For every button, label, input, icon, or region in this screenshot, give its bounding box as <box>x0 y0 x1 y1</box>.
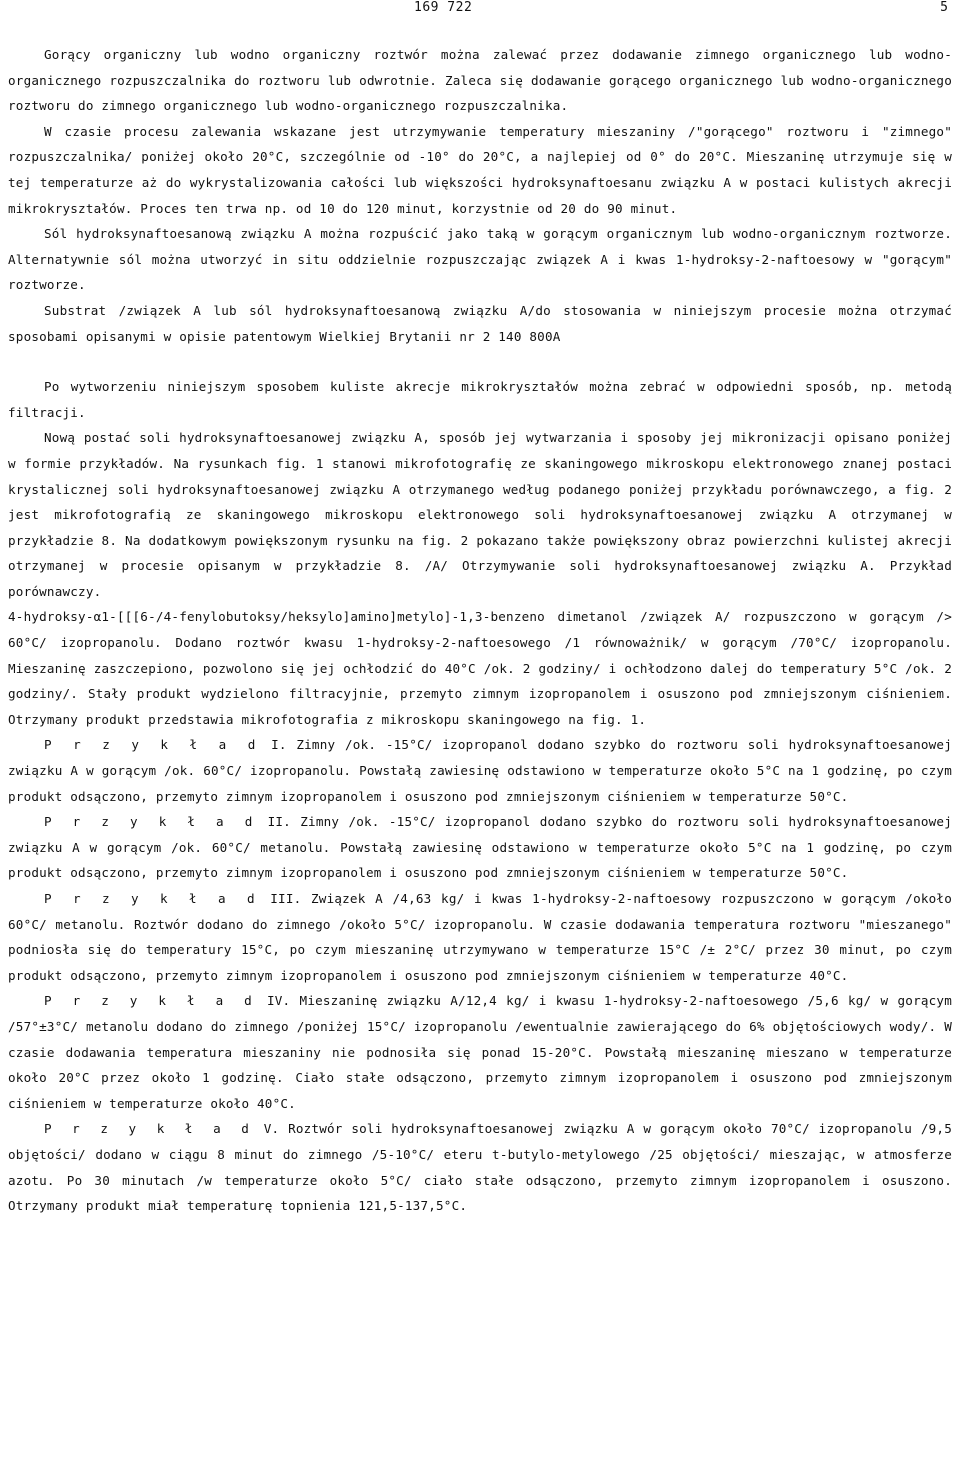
patent-number: 169 722 <box>414 0 473 15</box>
example-text: I. Zimny /ok. -15°C/ izopropanol dodano szybko do roztworu soli hydroksynaftoesanowej związku A w gorącym /ok. 60°C/ izopropanolu. Powstałą zawiesinę odstawiono w temperaturze około 5°C na 1 godzinę, po czym produkt odsączono, przemyto zimnym izopropanolem i osuszono pod zmniejszonym ciśnieniem w temperaturze 50°C. <box>8 737 952 804</box>
paragraph: W czasie procesu zalewania wskazane jest utrzymywanie temperatury mieszaniny /"gorącego" roztworu i "zimnego" rozpuszczalnika/ poniżej około 20°C, szczególnie od -10° do 20°C, a najlepiej od 0° do 20°C. Mieszaninę utrzymuje się w tej temperaturze aż do wykrystalizowania całości lub większości hydroksynaftoesanu związku A w postaci kulistych akrecji mikrokryształów. Proces ten trwa np. od 10 do 120 minut, korzystnie od 20 do 90 minut. <box>8 123 952 216</box>
paragraph: Substrat /związek A lub sól hydroksynaftoesanową związku A/do stosowania w niniejszym procesie można otrzymać sposobami opisanymi w opisie patentowym Wielkiej Brytanii nr 2 140 800A <box>8 302 952 344</box>
example-label: P r z y k ł a d <box>44 891 261 906</box>
page-header <box>0 0 960 20</box>
example-paragraph <box>8 988 952 1116</box>
example-paragraph <box>8 732 952 809</box>
document-body <box>8 42 952 1219</box>
example-label: P r z y k ł a d <box>44 814 259 830</box>
example-text: II. Zimny /ok. -15°C/ izopropanol dodano szybko do roztworu soli hydroksynaftoesanowej związku A w gorącym /ok. 60°C/ metanolu. Powstałą zawiesinę odstawiono w temperaturze około 5°C na 1 godzinę, po czym produkt odsączono, przemyto zimnym izopropanolem i osuszono pod zmniejszonym ciśnieniem w temperaturze 50°C. <box>8 814 952 881</box>
example-paragraph <box>8 1116 952 1218</box>
paragraph: Gorący organiczny lub wodno organiczny roztwór można zalewać przez dodawanie zimnego organicznego lub wodno-organicznego rozpuszczalnika do roztworu lub odwrotnie. Zaleca się dodawanie gorącego organicznego lub wodno-organicznego roztworu do zimnego organicznego lub wodno-organicznego rozpuszczalnika. <box>8 47 952 114</box>
example-text: V. Roztwór soli hydroksynaftoesanowej związku A w gorącym około 70°C/ izopropanolu /9,5 objętości/ dodano w ciągu 8 minut do zimnego /5-10°C/ eteru t-butylo-metylowego /25 objętości/ mieszając, w atmosferze azotu. Po 30 minutach /w temperaturze około 5°C/ ciało stałe odsączono, przemyto zimnym izopropanolem i osuszono. Otrzymany produkt miał temperaturę topnienia 121,5-137,5°C. <box>8 1121 952 1214</box>
paragraph: Po wytworzeniu niniejszym sposobem kuliste akrecje mikrokryształów można zebrać w odpowiedni sposób, np. metodą filtracji. <box>8 379 952 420</box>
page-number: 5 <box>940 0 948 15</box>
example-label: P r z y k ł a d <box>44 737 262 753</box>
paragraph: Nową postać soli hydroksynaftoesanowej związku A, sposób jej wytwarzania i sposoby jej mikronizacji opisano poniżej w formie przykładów. Na rysunkach fig. 1 stanowi mikrofotografię ze skaningowego mikroskopu elektronowego znanej postaci krystalicznej soli hydroksynaftoesanowej związku A otrzymanego według podanego poniżej przykładu porównawczego, a fig. 2 jest mikrofotografią ze skaningowego mikroskopu elektronowego soli hydroksynaftoesanowej związku A otrzymanej w przykładzie 8. Na dodatkowym powiększonym rysunku na fig. 2 pokazano także powiększony obraz powierzchni kulistej akrecji otrzymanej w procesie opisanym w przykładzie 8. /A/ Otrzymywanie soli hydroksynaftoesanowej związku A. Przykład porównawczy. <box>8 430 952 599</box>
example-text: III. Związek A /4,63 kg/ i kwas 1-hydroksy-2-naftoesowy rozpuszczono w gorącym /około 60°C/ metanolu. Roztwór dodano do zimnego /około 5°C/ izopropanolu. W czasie dodawania temperatura roztworu "mieszanego" podniosła się do temperatury 15°C, po czym mieszaninę utrzymywano w temperaturze 15°C /± 2°C/ przez 30 minut, po czym produkt odsączono, przemyto zimnym izopropanolem i osuszono pod zmniejszonym ciśnieniem w temperaturze 40°C. <box>8 891 952 983</box>
paragraph: Sól hydroksynaftoesanową związku A można rozpuścić jako taką w gorącym organicznym lub wodno-organicznym roztworze. Alternatywnie sól można utworzyć in situ oddzielnie rozpuszczając związek A i kwas 1-hydroksy-2-naftoesowy w "gorącym" roztworze. <box>8 226 952 293</box>
paragraph: 4-hydroksy-α1-[[[6-/4-fenylobutoksy/heksylo]amino]metylo]-1,3-benzeno dimetanol /związek A/ rozpuszczono w gorącym /> 60°C/ izopropanolu. Dodano roztwór kwasu 1-hydroksy-2-naftoesowego /1 równoważnik/ w gorącym /70°C/ izopropanolu. Mieszaninę zaszczepiono, pozwolono się jej ochłodzić do 40°C /ok. 2 godziny/ i ochłodzono dalej do temperatury 5°C /ok. 2 godziny/. Stały produkt wydzielono filtracyjnie, przemyto zimnym izopropanolem i osuszono pod zmniejszonym ciśnieniem. Otrzymany produkt przedstawia mikrofotografia z mikroskopu skaningowego na fig. 1. <box>8 609 952 727</box>
example-label: P r z y k ł a d <box>44 993 258 1009</box>
example-paragraph <box>8 886 952 988</box>
example-paragraph <box>8 809 952 886</box>
example-label: P r z y k ł a d <box>44 1121 255 1137</box>
example-text: IV. Mieszaninę związku A/12,4 kg/ i kwasu 1-hydroksy-2-naftoesowego /5,6 kg/ w gorącym /57°±3°C/ metanolu dodano do zimnego /poniżej 15°C/ izopropanolu /ewentualnie zawierającego do 6% objętościowych wody/. W czasie dodawania temperatura mieszaniny nie podnosiła się ponad 15-20°C. Powstałą mieszaninę mieszano w temperaturze około 20°C przez około 1 godzinę. Ciało stałe odsączono, przemyto zimnym izopropanolem i osuszono pod zmniejszonym ciśnieniem w temperaturze około 40°C. <box>8 993 952 1111</box>
